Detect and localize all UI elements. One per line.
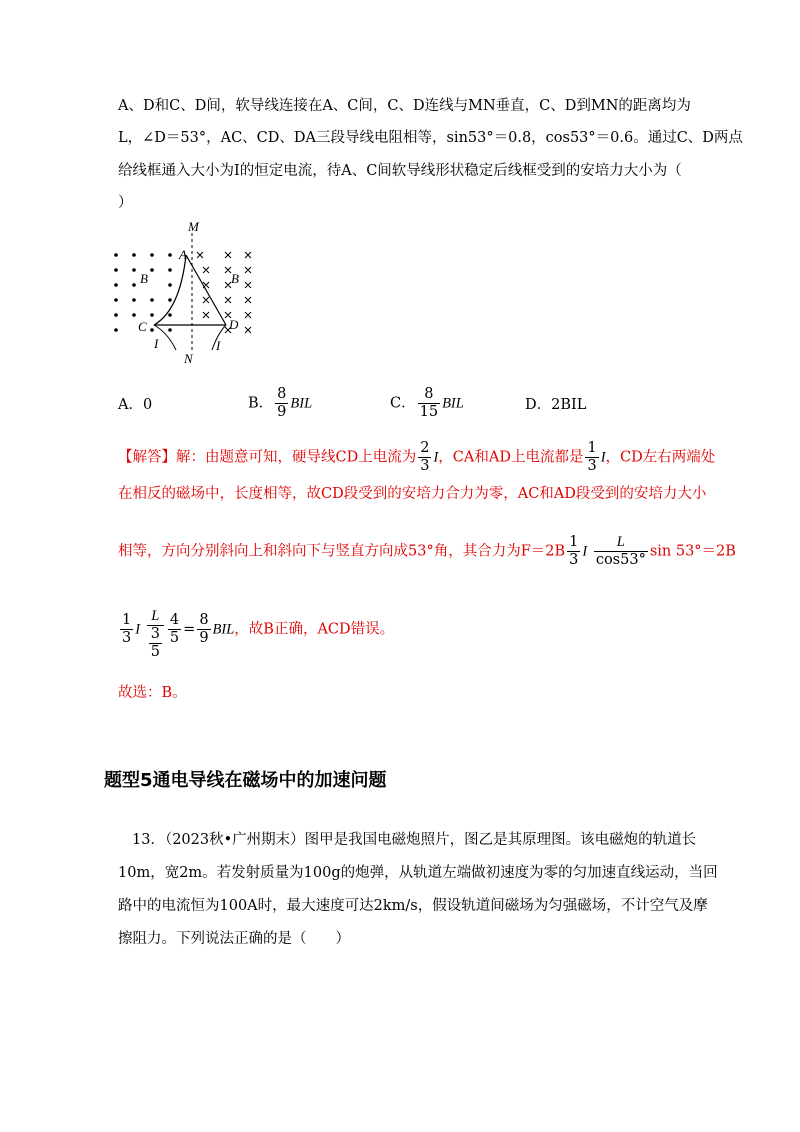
answer-l1-text-c: ，CD左右两端处 xyxy=(605,449,716,466)
label-i-right: I xyxy=(216,338,221,353)
answer-line-4 xyxy=(118,608,394,661)
magnetic-field-diagram xyxy=(108,215,268,370)
answer-l1-frac2-num: 1 xyxy=(587,440,597,456)
answer-l3-text-a: 相等，方向分别斜向上和斜向下与竖直方向成53°角，其合力为F＝2B xyxy=(118,543,566,560)
answer-l4-frac4-num: 8 xyxy=(199,612,209,628)
answer-line-2: 在相反的磁场中，长度相等，故CD段受到的安培力合力为零，AC和AD段受到的安培力大小 xyxy=(118,486,707,502)
option-c-suffix: BIL xyxy=(442,395,464,412)
answer-line-3 xyxy=(118,534,736,569)
answer-l4-frac3-num: 4 xyxy=(169,612,180,628)
label-a: A xyxy=(179,247,187,262)
answer-tag: 【解答】 xyxy=(118,449,176,466)
q13-line-4: 擦阻力。下列说法正确的是（ ） xyxy=(118,931,350,947)
answer-l1-i1: I xyxy=(433,449,439,466)
option-b xyxy=(248,386,312,421)
answer-l4-tail: ，故B正确，ACD错误。 xyxy=(234,621,395,638)
label-c: C xyxy=(138,319,147,334)
section-title: 题型5通电导线在磁场中的加速问题 xyxy=(104,770,387,791)
label-n: N xyxy=(184,351,193,366)
label-b-left: B xyxy=(140,271,148,286)
answer-l1-i2: I xyxy=(600,449,606,466)
answer-l1-text-a: 解：由题意可知，硬导线CD上电流为 xyxy=(176,449,417,466)
answer-l1-text-b: ，CA和AD上电流都是 xyxy=(438,449,584,466)
answer-l3-frac-den: 3 xyxy=(569,552,579,568)
answer-l3-l: L xyxy=(594,534,648,552)
label-b-right: B xyxy=(231,271,239,286)
answer-l4-frac1-den: 3 xyxy=(122,630,132,646)
option-b-num: 8 xyxy=(277,386,287,402)
answer-l3-text-b: sin 53°＝2B xyxy=(649,543,736,560)
answer-l3-cos: cos53° xyxy=(595,552,646,568)
option-c-prefix: C． xyxy=(390,395,416,412)
option-b-den: 9 xyxy=(277,404,287,420)
answer-l4-frac4-den: 9 xyxy=(199,630,209,646)
answer-l4-bil: BIL xyxy=(212,621,235,638)
answer-l3-frac-num: 1 xyxy=(569,534,579,550)
label-d: D xyxy=(229,317,239,332)
answer-l4-frac3-den: 5 xyxy=(169,630,180,646)
option-d: D．2BIL xyxy=(525,397,587,413)
answer-l1-frac1-num: 2 xyxy=(420,440,430,456)
answer-line-1 xyxy=(118,440,715,475)
answer-l1-frac2-den: 3 xyxy=(587,458,597,474)
option-b-suffix: BIL xyxy=(290,395,313,412)
option-c xyxy=(390,386,464,421)
question-line-4: ） xyxy=(118,195,133,211)
label-m: M xyxy=(188,219,199,234)
answer-l4-eq: = xyxy=(183,621,196,638)
q13-line-1: 13．（2023秋•广州期末）图甲是我国电磁炮照片，图乙是其原理图。该电磁炮的轨道长 xyxy=(132,832,697,848)
answer-l4-frac1-num: 1 xyxy=(122,612,132,628)
option-b-prefix: B． xyxy=(248,395,274,412)
answer-l4-three: 3 xyxy=(150,626,160,642)
answer-l3-i: I xyxy=(582,543,588,560)
q13-line-2: 10m，宽2m。若发射质量为100g的炮弹，从轨道左端做初速度为零的匀加速直线运动，当回 xyxy=(118,865,718,881)
label-i-left: I xyxy=(154,336,159,351)
answer-l1-frac1-den: 3 xyxy=(420,458,430,474)
answer-choice: 故选：B。 xyxy=(118,685,187,701)
answer-l4-i: I xyxy=(135,621,141,638)
option-a: A．0 xyxy=(118,397,153,413)
q13-line-3: 路中的电流恒为100A时，最大速度可达2km/s，假设轨道间磁场为匀强磁场，不计空气及摩 xyxy=(118,898,708,914)
answer-l4-l: L xyxy=(147,608,164,626)
question-line-1: A、D和C、D间，软导线连接在A、C间，C、D连线与MN垂直，C、D到MN的距离均为 xyxy=(118,98,691,114)
option-c-den: 15 xyxy=(419,404,439,420)
option-c-num: 8 xyxy=(418,386,440,404)
question-line-2: L，∠D＝53°，AC、CD、DA三段导线电阻相等，sin53°＝0.8，cos53°＝0.6。通过C、D两点 xyxy=(118,130,743,146)
answer-l4-five: 5 xyxy=(150,644,160,660)
question-line-3: 给线框通入大小为I的恒定电流，待A、C间软导线形状稳定后线框受到的安培力大小为（ xyxy=(118,163,682,179)
